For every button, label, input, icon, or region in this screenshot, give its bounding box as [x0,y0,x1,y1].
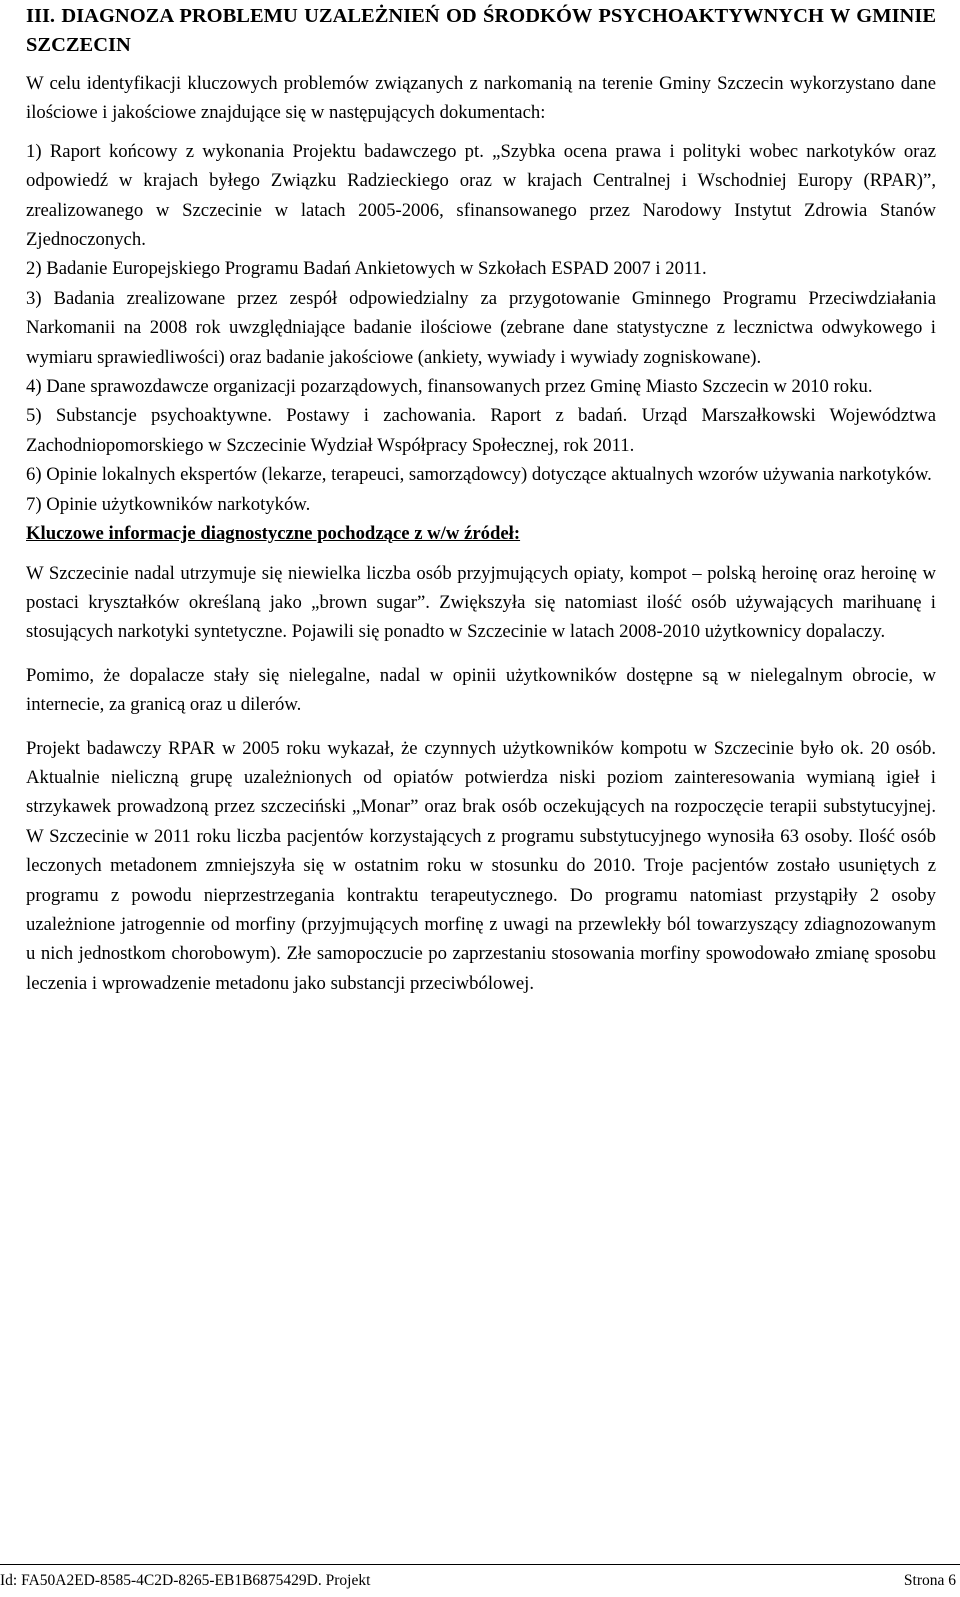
source-item-4: 4) Dane sprawozdawcze organizacji pozarządowych, finansowanych przez Gminę Miasto Szczecin w 2010 roku. [26,376,873,398]
findings-paragraph-3: Projekt badawczy RPAR w 2005 roku wykazał, że czynnych użytkowników kompotu w Szczecinie było ok. 20 osób. Aktualnie nieliczną grupę uzależnionych od opiatów potwierdza niski poziom zainteresowania wymianą igieł i strzykawek prowadzoną przez szczeciński „Monar” oraz brak osób oczekujących na rozpoczęcie terapii substytucyjnej. W Szczecinie w 2011 roku liczba pacjentów korzystających z programu substytucyjnego wynosiła 63 osoby. Ilość osób leczonych metadonem zmniejszyła się w ostatnim roku w stosunku do 2010. Troje pacjentów zostało usuniętych z programu z powodu nieprzestrzegania kontraktu terapeutycznego. Do programu natomiast przystąpiły 2 osoby uzależnione jatrogennie od morfiny (przyjmujących morfinę z uwagi na przewlekły ból towarzyszący zdiagnozowanym u nich jednostkom chorobowym). Złe samopoczucie po zaprzestaniu stosowania morfiny spowodowało zmianę sposobu leczenia i wprowadzenie metadonu jako substancji przeciwbólowej. [26,737,936,994]
findings-paragraph-2: Pomimo, że dopalacze stały się nielegalne, nadal w opinii użytkowników dostępne są w nielegalnym obrocie, w internecie, za granicą oraz u dilerów. [26,664,936,716]
findings-paragraph-1: W Szczecinie nadal utrzymuje się niewielka liczba osób przyjmujących opiaty, kompot – polską heroinę oraz heroinę w postaci kryształków określaną jako „brown sugar”. Zwiększyła się natomiast ilość osób używających marihuanę i stosujących narkotyki syntetyczne. Pojawili się ponadto w Szczecinie w latach 2008-2010 użytkownicy dopalaczy. [26,562,936,643]
document-page [26,0,936,1007]
sources-list [26,137,936,519]
source-item-2: 2) Badanie Europejskiego Programu Badań Ankietowych w Szkołach ESPAD 2007 i 2011. [26,258,707,280]
source-item-5: 5) Substancje psychoaktywne. Postawy i zachowania. Raport z badań. Urząd Marszałkowski Województwa Zachodniopomorskiego w Szczecinie Wydział Współpracy Społecznej, rok 2011. [26,405,936,456]
page-footer [0,1564,960,1597]
section-title: Kluczowe informacje diagnostyczne pochodzące z w/w źródeł: [26,523,521,545]
source-item-3: 3) Badania zrealizowane przez zespół odpowiedzialny za przygotowanie Gminnego Programu Przeciwdziałania Narkomanii na 2008 rok uwzględniające badanie ilościowe (zebrane dane statystyczne z lecznictwa odwykowego i wymiaru sprawiedliwości) oraz badanie jakościowe (ankiety, wywiady i wywiady zogniskowane). [26,287,936,368]
document-id: Id: FA50A2ED-8585-4C2D-8265-EB1B6875429D. Projekt [0,1572,371,1589]
page-heading: III. DIAGNOZA PROBLEMU UZALEŻNIEŃ OD ŚRODKÓW PSYCHOAKTYWNYCH W GMINIE SZCZECIN [26,5,936,56]
page-number: Strona 6 [903,1572,956,1589]
source-item-7: 7) Opinie użytkowników narkotyków. [26,493,311,515]
source-item-1: 1) Raport końcowy z wykonania Projektu badawczego pt. „Szybka ocena prawa i polityki wobec narkotyków oraz odpowiedź w krajach byłego Związku Radzieckiego oraz w krajach Centralnej i Wschodniej Europy (RPAR)”, zrealizowanego w Szczecinie w latach 2005-2006, sfinansowanego przez Narodowy Instytut Zdrowia Stanów Zjednoczonych. [26,140,936,251]
intro-paragraph: W celu identyfikacji kluczowych problemów związanych z narkomanią na terenie Gminy Szczecin wykorzystano dane ilościowe i jakościowe znajdujące się w następujących dokumentach: [26,73,936,124]
source-item-6: 6) Opinie lokalnych ekspertów (lekarze, terapeuci, samorządowcy) dotyczące aktualnych wzorów używania narkotyków. [26,464,932,486]
